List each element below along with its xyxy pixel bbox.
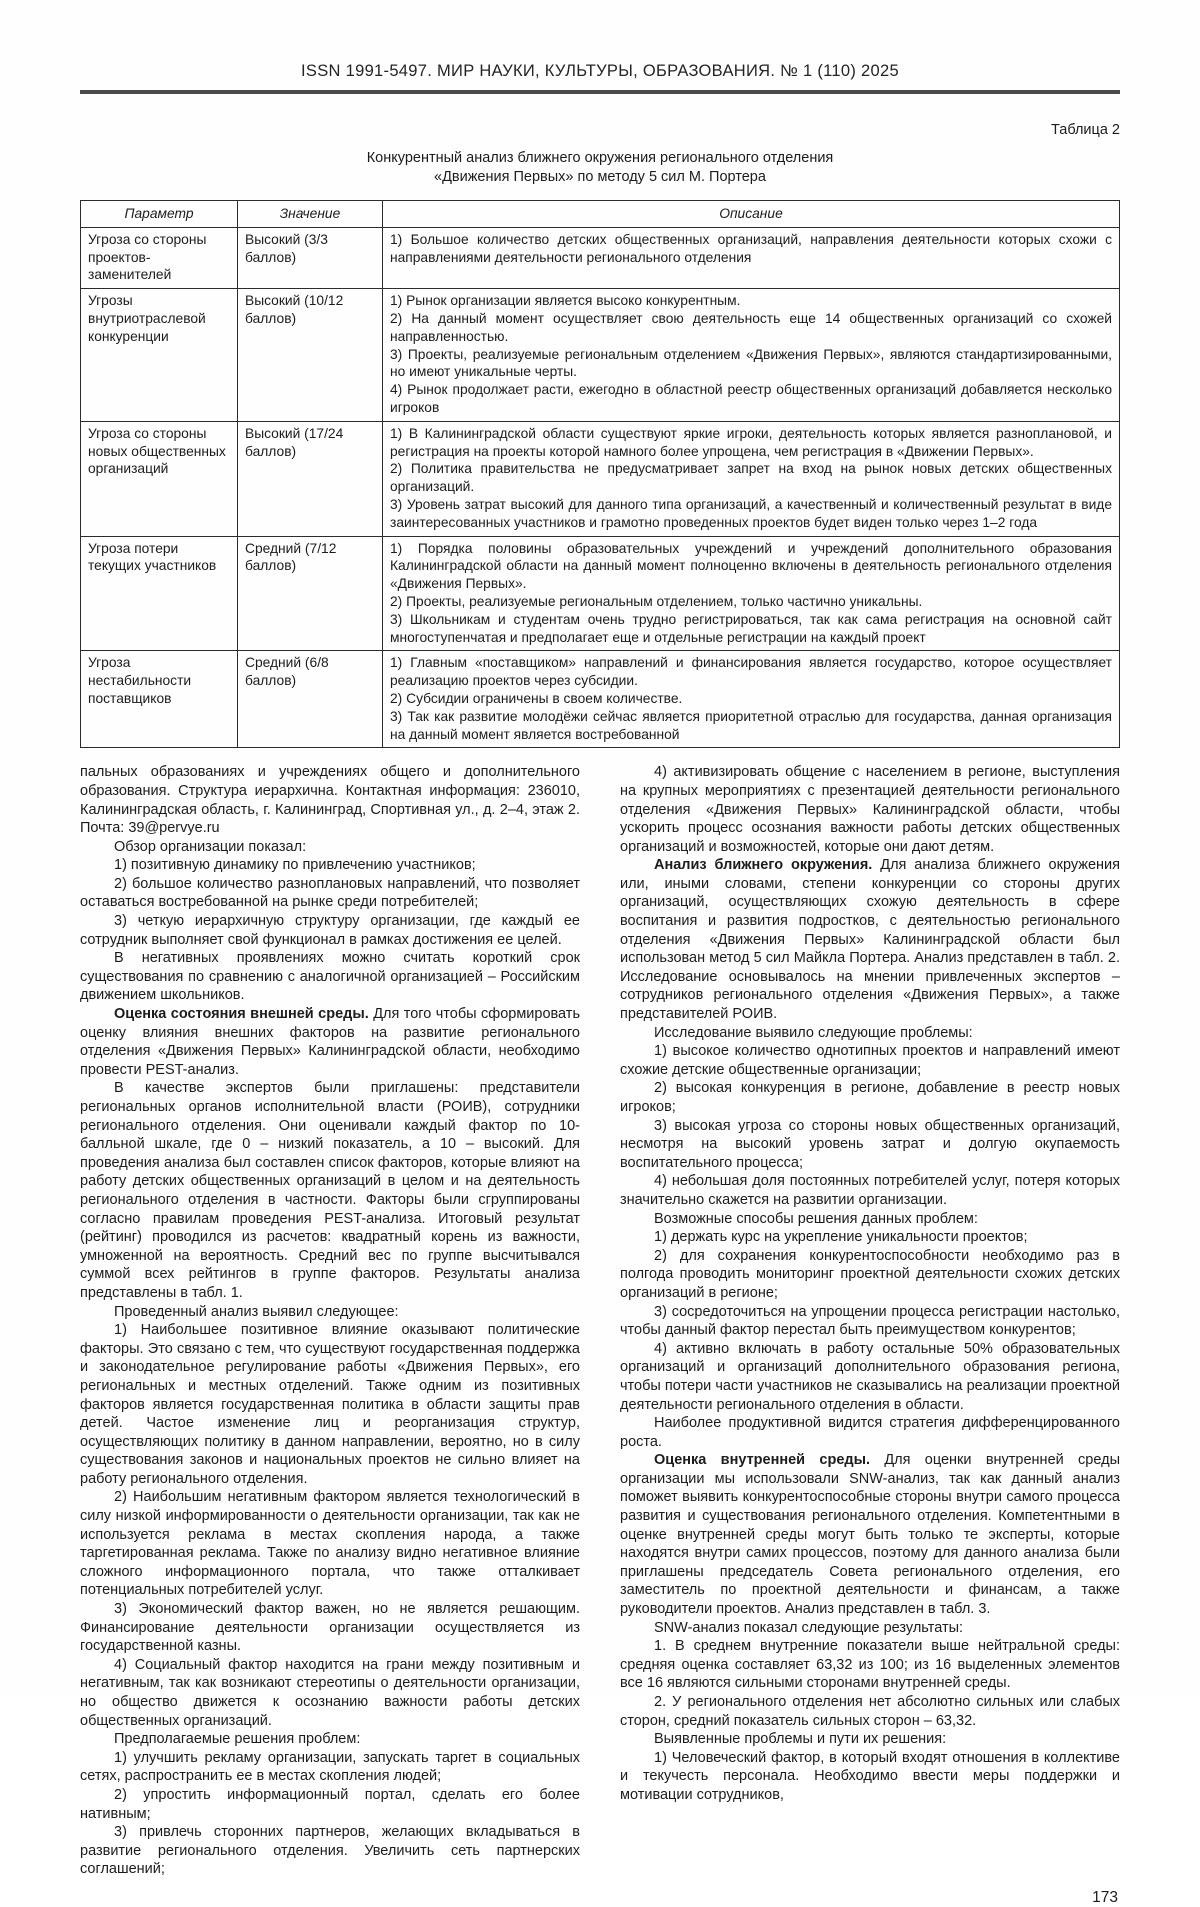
paragraph: 4) Социальный фактор находится на грани между позитивным и негативным, так как возникают стереотипы о деятельности организации, но общество движется к осознанию важности работы детских общественных организаций. [80,1656,580,1729]
table-row [81,421,1120,536]
page-number: 173 [1092,1888,1118,1906]
paragraph: 2) для сохранения конкурентоспособности необходимо раз в полгода проводить мониторинг проектной деятельности схожих детских организаций в регионе; [620,1247,1120,1301]
paragraph: Наиболее продуктивной видится стратегия дифференцированного роста. [620,1415,1120,1450]
paragraph: В негативных проявлениях можно считать короткий срок существования по сравнению с аналогичной организацией – Российским движением школьников. [80,950,580,1004]
cell-value: Высокий (3/3 баллов) [238,227,383,288]
table-caption-line2: «Движения Первых» по методу 5 сил М. Портера [434,169,766,185]
paragraph: 2) Наибольшим негативным фактором является технологический в силу низкой информированности о деятельности организации, так как не используется реклама в местах скопления народа, а также таргетированная реклама. Также по анализу видно негативное влияние сложного информационного портала, что также отталкивает потенциальных потребителей услуг. [80,1489,580,1599]
paragraph: 2) большое количество разноплановых направлений, что позволяет оставаться востребованной на рынке среди потребителей; [80,875,580,911]
paragraph: Оценка состояния внешней среды. Для того чтобы сформировать оценку влияния внешних факторов на развитие регионального отделения «Движения Первых» Калининградской области, необходимо провести PEST-анализ. [80,1006,580,1078]
paragraph: Выявленные проблемы и пути их решения: [654,1731,947,1748]
paragraph: 1) держать курс на укрепление уникальности проектов; [654,1229,1028,1246]
paragraph: Исследование выявило следующие проблемы: [654,1024,973,1041]
cell-parameter: Угроза со стороны проектов-заменителей [81,227,238,288]
column-header-parameter: Параметр [81,201,238,228]
paragraph: Возможные способы решения данных проблем: [654,1210,978,1227]
paragraph: Предполагаемые решения проблем: [114,1731,361,1748]
paragraph-lead-bold: Анализ ближнего окружения. [654,857,881,874]
paragraph: Обзор организации показал: [114,838,307,855]
paragraph: 3) четкую иерархичную структуру организации, где каждый ее сотрудник выполняет свой функционал в рамках достижения ее целей. [80,913,580,948]
cell-description: 1) Большое количество детских общественных организаций, направления деятельности которых схожи с направлениями деятельности регионального отделения [383,227,1120,288]
paragraph: 2) высокая конкуренция в регионе, добавление в реестр новых игроков; [620,1080,1120,1115]
cell-value: Средний (7/12 баллов) [238,536,383,651]
cell-description: 1) В Калининградской области существуют яркие игроки, деятельность которых является разноплановой, и регистрация на проекты которой намного более упрощена, чем регистрация в «Движении Первых». 2) Политика правительства не предусматривает запрет на вход на рынок новых детских общественных организаций. 3) Уровень затрат высокий для данного типа организаций, а качественный и количественный результат в виде заинтересованных участников и грамотно проведенных проектов будет виден только через 1–2 года [383,421,1120,536]
porter-table-body [81,227,1120,748]
cell-value: Средний (6/8 баллов) [238,651,383,748]
paragraph: 3) высокая угроза со стороны новых общественных организаций, несмотря на высокий уровень затрат и долгую окупаемость воспитательного процесса; [620,1117,1120,1171]
paragraph: 1) улучшить рекламу организации, запускать таргет в социальных сетях, распространить ее в местах скопления людей; [80,1749,580,1785]
column-header-description: Описание [383,201,1120,228]
table-caption-line1: Конкурентный анализ ближнего окружения регионального отделения [366,150,834,166]
paragraph-lead-bold: Оценка состояния внешней среды. [114,1006,374,1023]
paragraph-lead-bold: Оценка внутренней среды. [654,1452,885,1469]
journal-issn-header: ISSN 1991-5497. МИР НАУКИ, КУЛЬТУРЫ, ОБРАЗОВАНИЯ. № 1 (110) 2025 [301,62,899,80]
paragraph: 1) позитивную динамику по привлечению участников; [114,857,476,874]
paragraph: 2. У регионального отделения нет абсолютно сильных или слабых сторон, средний показатель сильных сторон – 63,32. [620,1694,1120,1729]
cell-description: 1) Рынок организации является высоко конкурентным. 2) На данный момент осуществляет свою деятельность еще 14 общественных организаций со схожей направленностью. 3) Проекты, реализуемые региональным отделением «Движения Первых», являются стандартизированными, но имеют уникальные черты. 4) Рынок продолжает расти, ежегодно в областной реестр общественных организаций добавляется несколько игроков [383,289,1120,422]
table-row [81,651,1120,748]
table-row [81,536,1120,651]
paragraph: 1) Наибольшее позитивное влияние оказывают политические факторы. Это связано с тем, что существуют государственная поддержка и законодательное регулирование работы «Движения Первых», его региональных и местных отделений. Также одним из позитивных факторов является государственная политика в области защиты прав детей. Частое изменение лиц и реорганизация структур, осуществляющих политику в данном направлении, вероятно, но в силу существования законов и национальных проектов не сильно влияет на работу регионального отделения. [80,1322,580,1487]
paragraph: 4) активно включать в работу остальные 50% образовательных организаций и организаций дополнительного образования региона, чтобы потери части участников не сказывались на реализации проектной деятельности регионального отделения в области. [620,1340,1120,1413]
paragraph: 1) Человеческий фактор, в который входят отношения в коллективе и текучесть персонала. Необходимо ввести меры поддержки и мотивации сотрудников, [620,1749,1120,1803]
cell-description: 1) Порядка половины образовательных учреждений и учреждений дополнительного образования Калининградской области на данный момент полноценно включены в деятельность регионального отделения «Движения Первых». 2) Проекты, реализуемые региональным отделением, только частично уникальны. 3) Школьникам и студентам очень трудно регистрироваться, так как сама регистрация на основной сайт многоступенчатая и предполагает еще и отдельные регистрации на каждый проект [383,536,1120,651]
paragraph: Проведенный анализ выявил следующее: [114,1303,399,1320]
table-caption [80,149,1120,187]
porter-analysis-table [80,200,1120,748]
cell-value: Высокий (10/12 баллов) [238,289,383,422]
cell-value: Высокий (17/24 баллов) [238,421,383,536]
paragraph: 1) высокое количество однотипных проектов и направлений имеют схожие детские общественные организации; [620,1043,1120,1078]
table-header-row [81,201,1120,228]
cell-parameter: Угроза со стороны новых общественных организаций [81,421,238,536]
table-number-label: Таблица 2 [1051,122,1120,138]
cell-parameter: Угрозы внутриотраслевой конкуренции [81,289,238,422]
paragraph: 1. В среднем внутренние показатели выше нейтральной среды: средняя оценка составляет 63,32 из 100; из 16 выделенных элементов все 16 являются сильными сторонами внутренней среды. [620,1638,1120,1692]
paragraph: В качестве экспертов были приглашены: представители региональных органов исполнительной власти (РОИВ), сотрудники регионального отделения. Они оценивали каждый фактор по 10-балльной шкале, где 0 – низкий показатель, а 10 – высокий. Для проведения анализа был составлен список факторов, которые влияют на работу детских общественных организаций в целом и на деятельность регионального отделения в частности. Факторы были сгруппированы согласно правилам проведения PEST-анализа. Итоговый результат (рейтинг) проводился из расчетов: квадратный корень из важности, умноженной на вероятность. Средний вес по группе высчитывался суммой всех рейтингов в группе факторов. Результаты анализа представлены в табл. 1. [80,1080,580,1301]
table-row [81,289,1120,422]
left-column [80,763,580,1879]
cell-description: 1) Главным «поставщиком» направлений и финансирования является государство, которое осуществляет реализацию проектов через субсидии. 2) Субсидии ограничены в своем количестве. 3) Так как развитие молодёжи сейчас является приоритетной отраслью для государства, данная организация на данный момент является востребованной [383,651,1120,748]
cell-parameter: Угроза потери текущих участников [81,536,238,651]
paragraph: 4) активизировать общение с населением в регионе, выступления на крупных мероприятиях с презентацией деятельности регионального отделения «Движения Первых» Калининградской области, чтобы ускорить процесс осознания важности работы детских общественных организаций и возможностей, которые они дают детям. [620,764,1120,855]
paragraph: пальных образованиях и учреждениях общего и дополнительного образования. Структура иерархична. Контактная информация: 236010, Калининградская область, г. Калининград, Спортивная ул., д. 2–4, этаж 2. Почта: 39@pervye.ru [80,764,580,837]
article-body [80,763,1120,1879]
paragraph: 2) упростить информационный портал, сделать его более нативным; [80,1786,580,1822]
table-row [81,227,1120,288]
paragraph: Анализ ближнего окружения. Для анализа ближнего окружения или, иными словами, степени конкуренции со стороны других организаций, осуществляющих схожую деятельность в сфере воспитания и развития подростков, с деятельностью регионального отделения «Движения Первых» Калининградской области был использован метод 5 сил Майкла Портера. Анализ представлен в табл. 2. Исследование основывалось на мнении привлеченных экспертов – сотрудников регионального отделения «Движения Первых», а также представителей РОИВ. [620,857,1121,1023]
cell-parameter: Угроза нестабильности поставщиков [81,651,238,748]
paragraph: 4) небольшая доля постоянных потребителей услуг, потеря которых значительно скажется на развитии организации. [620,1173,1120,1208]
paragraph: 3) Экономический фактор важен, но не является решающим. Финансирование деятельности организации осуществляется из государственной казны. [80,1601,580,1655]
paragraph: SNW-анализ показал следующие результаты: [654,1619,964,1636]
header-rule [80,90,1120,94]
column-header-value: Значение [238,201,383,228]
right-column [620,763,1120,1879]
page-content [80,90,1120,1907]
paragraph: 3) привлечь сторонних партнеров, желающих вкладываться в развитие регионального отделения. Увеличить сеть партнерских соглашений; [80,1824,580,1878]
paragraph: 3) сосредоточиться на упрощении процесса регистрации настолько, чтобы данный фактор перестал быть преимуществом конкурентов; [620,1303,1120,1339]
paragraph: Оценка внутренней среды. Для оценки внутренней среды организации мы использовали SNW-анализ, так как данный анализ поможет выявить конкурентоспособные стороны внутри самого процесса развития и существования регионального отделения. Компетентными в оценке внутренней среды могут быть только те эксперты, которые находятся внутри самих процессов, поэтому для данного анализа были приглашены председатель Совета регионального отделения, его заместитель по проектной деятельности и финансам, а также руководители проектов. Анализ представлен в табл. 3. [620,1452,1120,1618]
